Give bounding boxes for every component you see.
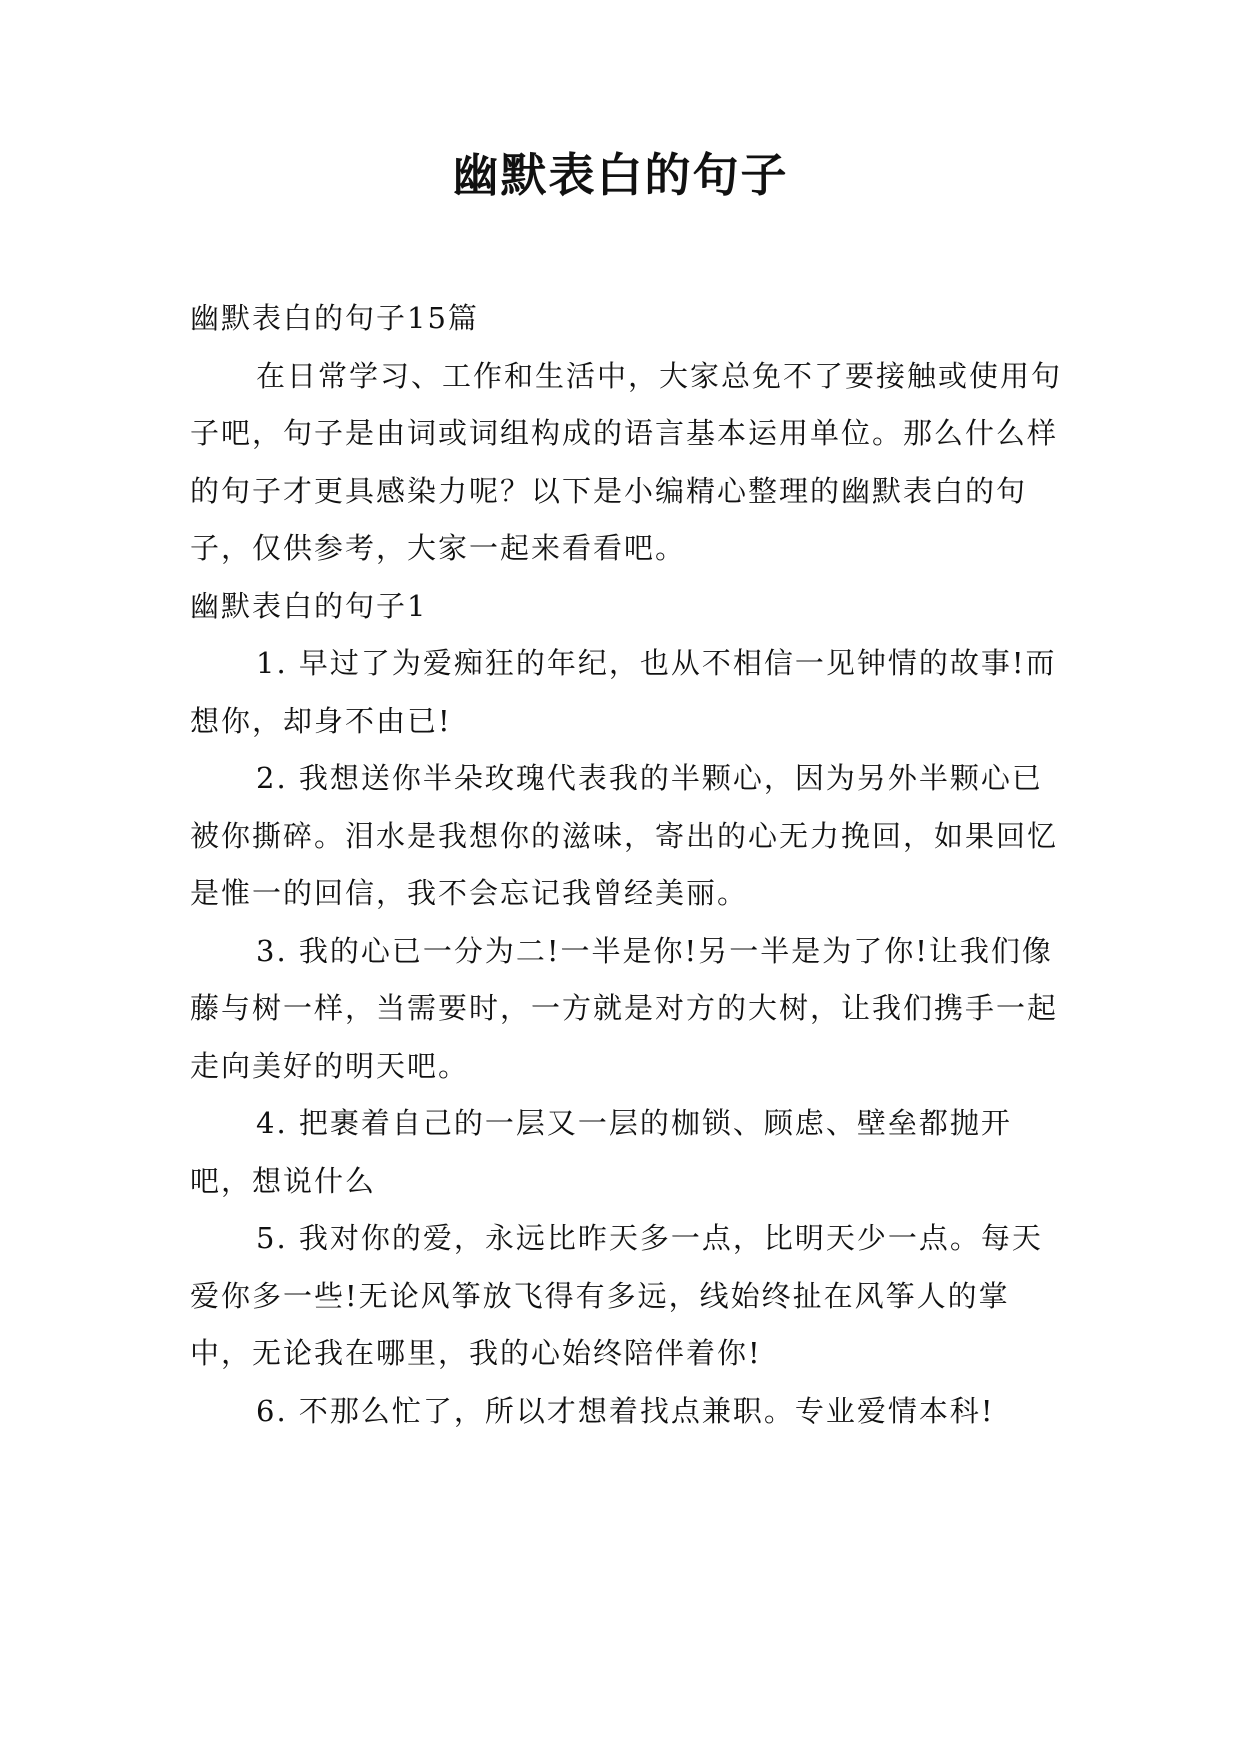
list-item: 3. 我的心已一分为二!一半是你!另一半是为了你!让我们像藤与树一样，当需要时，一方就是对方的大树，让我们携手一起走向美好的明天吧。 (190, 933, 1059, 1083)
section-heading: 幽默表白的句子1 (190, 588, 428, 623)
intro-paragraph: 在日常学习、工作和生活中，大家总免不了要接触或使用句子吧，句子是由词或词组构成的语言基本运用单位。那么什么样的句子才更具感染力呢？以下是小编精心整理的幽默表白的句子，仅供参考，大家一起来看看吧。 (190, 358, 1063, 565)
list-item: 1. 早过了为爱痴狂的年纪，也从不相信一见钟情的故事!而想你，却身不由已! (190, 646, 1057, 738)
document-title: 幽默表白的句子 (452, 148, 789, 202)
list-item: 6. 不那么忙了，所以才想着找点兼职。专业爱情本科! (256, 1393, 995, 1428)
list-item: 4. 把裹着自己的一层又一层的枷锁、顾虑、壁垒都抛开吧，想说什么 (190, 1106, 1012, 1198)
document-subtitle: 幽默表白的句子15篇 (190, 301, 479, 335)
list-item: 2. 我想送你半朵玫瑰代表我的半颗心，因为另外半颗心已被你撕碎。泪水是我想你的滋味，寄出的心无力挽回，如果回忆是惟一的回信，我不会忘记我曾经美丽。 (190, 761, 1059, 910)
document-body (190, 290, 1070, 1440)
list-item: 5. 我对你的爱，永远比昨天多一点，比明天少一点。每天爱你多一些!无论风筝放飞得有多远，线始终扯在风筝人的掌中，无论我在哪里，我的心始终陪伴着你! (190, 1221, 1043, 1370)
